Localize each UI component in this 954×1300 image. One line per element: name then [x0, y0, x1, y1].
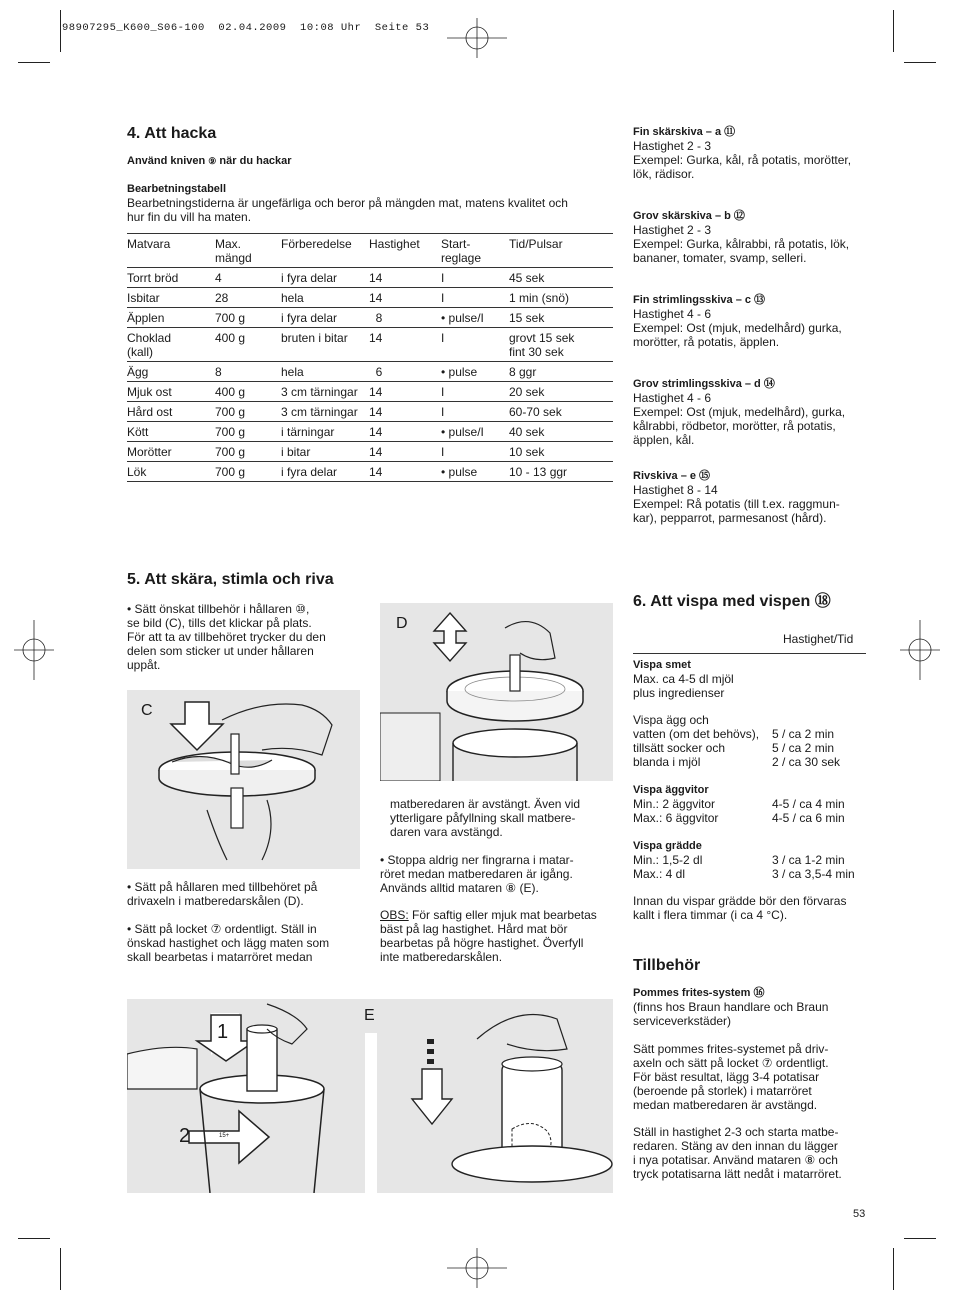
yolk-rows	[633, 797, 873, 825]
speed-row-label: Min.: 1,5-2 dl	[633, 853, 703, 867]
table-row	[127, 268, 613, 288]
table-cell: 14	[369, 405, 383, 419]
speed-row-label: tillsätt socker och	[633, 741, 726, 755]
table-cell: 40 sek	[509, 425, 545, 439]
speed-row-label: Min.: 2 äggvitor	[633, 797, 716, 811]
page-number: 53	[853, 1208, 866, 1220]
crop-mark	[893, 1248, 894, 1290]
speed-row-value: 3 / ca 3,5-4 min	[772, 867, 855, 881]
divider	[633, 653, 866, 654]
table-cell: • pulse	[441, 465, 478, 479]
crop-mark	[18, 62, 50, 63]
table-row	[127, 422, 613, 442]
figure-d	[380, 603, 613, 781]
table-cell: I	[441, 385, 445, 399]
table-cell: i bitar	[281, 445, 311, 459]
crop-mark	[18, 1238, 50, 1239]
table-cell: Torrt bröd	[127, 271, 179, 285]
table-row	[127, 402, 613, 422]
accessory-availability: (finns hos Braun handlare och Braun serviceverkstäder)	[633, 1000, 829, 1028]
table-cell: Hård ost	[127, 405, 173, 419]
table-cell: 700 g	[215, 425, 246, 439]
speed-row	[633, 755, 873, 769]
table-cell: Morötter	[127, 445, 172, 459]
print-slug: 98907295_K600_S06-100 02.04.2009 10:08 Uhr Seite 53	[62, 22, 430, 34]
table-cell: 8 ggr	[509, 365, 537, 379]
speed-row-label: vatten (om det behövs),	[633, 727, 760, 741]
speed-row	[633, 867, 873, 881]
disc-entry	[633, 125, 883, 181]
table-row	[127, 382, 613, 402]
speed-row-value: 4-5 / ca 4 min	[772, 797, 845, 811]
disc-entry	[633, 377, 883, 447]
table-cell: Äpplen	[127, 311, 165, 325]
table-cell: 700 g	[215, 311, 246, 325]
table-cell: 14	[369, 385, 383, 399]
table-row	[127, 288, 613, 308]
disc-speed: Hastighet 4 - 6	[633, 391, 712, 405]
cream-note: Innan du vispar grädde bör den förvaras kallt i flera timmar (i ca 4 °C).	[633, 894, 847, 922]
table-cell: 14	[369, 331, 383, 345]
batter-title: Vispa smet	[633, 659, 691, 671]
disc-example: Exempel: Gurka, kålrabbi, rå potatis, lök, bananer, tomater, svamp, selleri.	[633, 237, 850, 265]
disc-speed: Hastighet 2 - 3	[633, 223, 712, 237]
cream-title: Vispa grädde	[633, 840, 702, 852]
disc-example: Exempel: Gurka, kål, rå potatis, morötter, lök, rädisor.	[633, 153, 852, 181]
figure-c	[127, 690, 360, 869]
disc-example: Exempel: Rå potatis (till t.ex. raggmun- kar), pepparrot, parmesanost (hård).	[633, 497, 840, 525]
disc-example: Exempel: Ost (mjuk, medelhård) gurka, morötter, rå potatis, äpplen.	[633, 321, 842, 349]
table-row	[127, 362, 613, 382]
table-cell: 700 g	[215, 465, 246, 479]
disc-speed: Hastighet 4 - 6	[633, 307, 712, 321]
table-cell: 8	[369, 311, 383, 325]
disc-entry	[633, 293, 883, 349]
speed-row-value: 5 / ca 2 min	[772, 727, 835, 741]
accessory-subtitle: Pommes frites-system ⑯	[633, 987, 765, 999]
table-row	[127, 442, 613, 462]
table-cell: I	[441, 331, 445, 345]
table-cell: 20 sek	[509, 385, 545, 399]
instruction-no-fingers: • Stoppa aldrig ner fingrarna i matar- röret medan matberedaren är igång. Används alltid mataren ⑧ (E).	[380, 853, 574, 895]
table-intro: Bearbetningstiderna är ungefärliga och beror på mängden mat, matens kvalitet och hur fin du vill ha maten.	[127, 196, 568, 224]
table-cell: 3 cm tärningar	[281, 405, 358, 419]
accessory-operation: Ställ in hastighet 2-3 och starta matbe- redaren. Stäng av den innan du lägger i nya potatisar. Använd mataren ⑧ och tryck potatisarna lätt nedåt i matarröret.	[633, 1125, 842, 1181]
disc-title: Fin strimlingsskiva – c ⑬	[633, 294, 766, 306]
speed-row	[633, 853, 873, 867]
speed-row-label: Vispa ägg och	[633, 713, 709, 727]
egg-rows	[633, 713, 873, 769]
table-cell: i fyra delar	[281, 465, 338, 479]
disc-title: Grov skärskiva – b ⑫	[633, 210, 745, 222]
table-cell: I	[441, 271, 445, 285]
table-cell: 4	[215, 271, 222, 285]
table-header-cell: Max. mängd	[215, 237, 252, 265]
table-cell: 10 - 13 ggr	[509, 465, 568, 479]
figure-d-label: D	[396, 615, 408, 632]
table-cell: i tärningar	[281, 425, 335, 439]
figure-e	[127, 999, 613, 1193]
table-cell: 700 g	[215, 405, 246, 419]
speed-row-value: 3 / ca 1-2 min	[772, 853, 845, 867]
disc-example: Exempel: Ost (mjuk, medelhård), gurka, kålrabbi, rödbetor, morötter, rå potatis, äpplen, kål.	[633, 405, 846, 447]
table-cell: 10 sek	[509, 445, 545, 459]
table-cell: Isbitar	[127, 291, 160, 305]
instruction-attach-disc: • Sätt önskat tillbehör i hållaren ⑩, se bild (C), tills det klickar på plats. För att ta av tillbehöret trycker du den delen som sticker ut under hållaren uppåt.	[127, 602, 326, 672]
disc-mount-illustration-icon	[380, 603, 613, 781]
table-cell: Lök	[127, 465, 147, 479]
disc-speed: Hastighet 2 - 3	[633, 139, 712, 153]
feeder-illustration-icon	[127, 999, 613, 1193]
processing-table	[127, 233, 613, 482]
instruction-lid: • Sätt på locket ⑦ ordentligt. Ställ in önskad hastighet och lägg maten som skall bearbetas i matarröret medan	[127, 922, 330, 964]
table-cell: 28	[215, 291, 229, 305]
table-cell: 45 sek	[509, 271, 545, 285]
crop-mark	[60, 10, 61, 52]
crop-mark	[904, 1238, 936, 1239]
table-cell: 14	[369, 271, 383, 285]
table-cell: hela	[281, 365, 304, 379]
disc-title: Rivskiva – e ⑮	[633, 470, 711, 482]
step-2-label: 2	[179, 1125, 191, 1147]
table-cell: Ägg	[127, 365, 149, 379]
table-header-cell: Start- reglage	[441, 237, 482, 265]
table-cell: 14	[369, 425, 383, 439]
speed-row	[633, 811, 873, 825]
speed-row	[633, 727, 873, 741]
table-row	[127, 308, 613, 328]
speed-time-header: Hastighet/Tid	[783, 632, 854, 646]
table-cell: 700 g	[215, 445, 246, 459]
speed-row-value: 2 / ca 30 sek	[772, 755, 841, 769]
instruction-feed-while-off: matberedaren är avstängt. Även vid ytterligare påfyllning skall matbere- daren vara avstängd.	[390, 797, 581, 839]
figure-e-label: E	[364, 1007, 375, 1024]
table-cell: i fyra delar	[281, 311, 338, 325]
table-cell: I	[441, 445, 445, 459]
figure-c-label: C	[141, 702, 153, 719]
speed-row-label: Max.: 4 dl	[633, 867, 686, 881]
registration-mark-icon	[14, 620, 54, 680]
dial-marking: 15+	[219, 1133, 230, 1139]
speed-row-label: Max.: 6 äggvitor	[633, 811, 719, 825]
table-cell: hela	[281, 291, 304, 305]
obs-note: OBS: För saftig eller mjuk mat bearbetas bäst på lag hastighet. Hård mat bör bearbetas på högre hastighet. Överfyll inte matberedarskålen.	[380, 908, 597, 964]
table-cell: i fyra delar	[281, 271, 338, 285]
crop-mark	[904, 62, 936, 63]
table-header-cell: Hastighet	[369, 237, 420, 251]
table-header-cell: Tid/Pulsar	[509, 237, 563, 251]
section-title-accessories: Tillbehör	[633, 957, 701, 974]
table-cell: • pulse/I	[441, 311, 484, 325]
yolk-title: Vispa äggvitor	[633, 784, 709, 796]
batter-text: Max. ca 4-5 dl mjöl plus ingredienser	[633, 672, 734, 700]
table-cell: I	[441, 291, 445, 305]
speed-row	[633, 713, 873, 727]
table-title: Bearbetningstabell	[127, 183, 227, 195]
disc-entry	[633, 469, 883, 525]
table-header-row	[127, 234, 613, 268]
accessory-setup: Sätt pommes frites-systemet på driv- axeln och sätt på locket ⑦ ordentligt. För bäst resultat, lägg 3-4 potatisar (beroende på storlek) i matarröret medan matberedaren är avstängd.	[633, 1042, 829, 1112]
table-cell: 3 cm tärningar	[281, 385, 358, 399]
disc-title: Fin skärskiva – a ⑪	[633, 126, 736, 138]
table-cell: 60-70 sek	[509, 405, 562, 419]
table-cell: • pulse	[441, 365, 478, 379]
section-title-whisk: 6. Att vispa med vispen ⑱	[633, 593, 831, 610]
speed-row	[633, 797, 873, 811]
cream-rows	[633, 853, 873, 881]
section-title-chop: 4. Att hacka	[127, 125, 217, 142]
table-cell: 6	[369, 365, 383, 379]
table-cell: Choklad (kall)	[127, 331, 172, 359]
disc-entry	[633, 209, 883, 265]
table-cell: 8	[215, 365, 222, 379]
disc-speed: Hastighet 8 - 14	[633, 483, 718, 497]
table-row	[127, 462, 613, 482]
table-cell: Mjuk ost	[127, 385, 172, 399]
crop-mark	[893, 10, 894, 52]
crop-mark	[60, 1248, 61, 1290]
table-cell: grovt 15 sek fint 30 sek	[509, 331, 575, 359]
table-cell: • pulse/I	[441, 425, 484, 439]
table-cell: 14	[369, 465, 383, 479]
table-cell: 15 sek	[509, 311, 545, 325]
speed-row-value: 4-5 / ca 6 min	[772, 811, 845, 825]
table-row	[127, 328, 613, 362]
registration-mark-icon	[447, 1248, 507, 1288]
table-header-cell: Matvara	[127, 237, 171, 251]
table-cell: bruten i bitar	[281, 331, 348, 345]
step-1-label: 1	[217, 1021, 229, 1043]
speed-row-label: blanda i mjöl	[633, 755, 701, 769]
table-cell: 14	[369, 445, 383, 459]
speed-row-value: 5 / ca 2 min	[772, 741, 835, 755]
section-title-slice: 5. Att skära, stimla och riva	[127, 571, 334, 588]
table-cell: 14	[369, 291, 383, 305]
knife-instruction: Använd kniven ⑨ när du hackar	[127, 155, 292, 167]
table-cell: 400 g	[215, 385, 246, 399]
table-cell: I	[441, 405, 445, 419]
registration-mark-icon	[900, 620, 940, 680]
registration-mark-icon	[447, 18, 507, 58]
table-cell: Kött	[127, 425, 149, 439]
table-header-cell: Förberedelse	[281, 237, 352, 251]
disc-title: Grov strimlingsskiva – d ⑭	[633, 378, 775, 390]
table-cell: 1 min (snö)	[509, 291, 570, 305]
speed-row	[633, 741, 873, 755]
disc-insert-illustration-icon	[127, 690, 360, 869]
table-cell: 400 g	[215, 331, 246, 345]
instruction-place-holder: • Sätt på hållaren med tillbehöret på drivaxeln i matberedarskålen (D).	[127, 880, 318, 908]
